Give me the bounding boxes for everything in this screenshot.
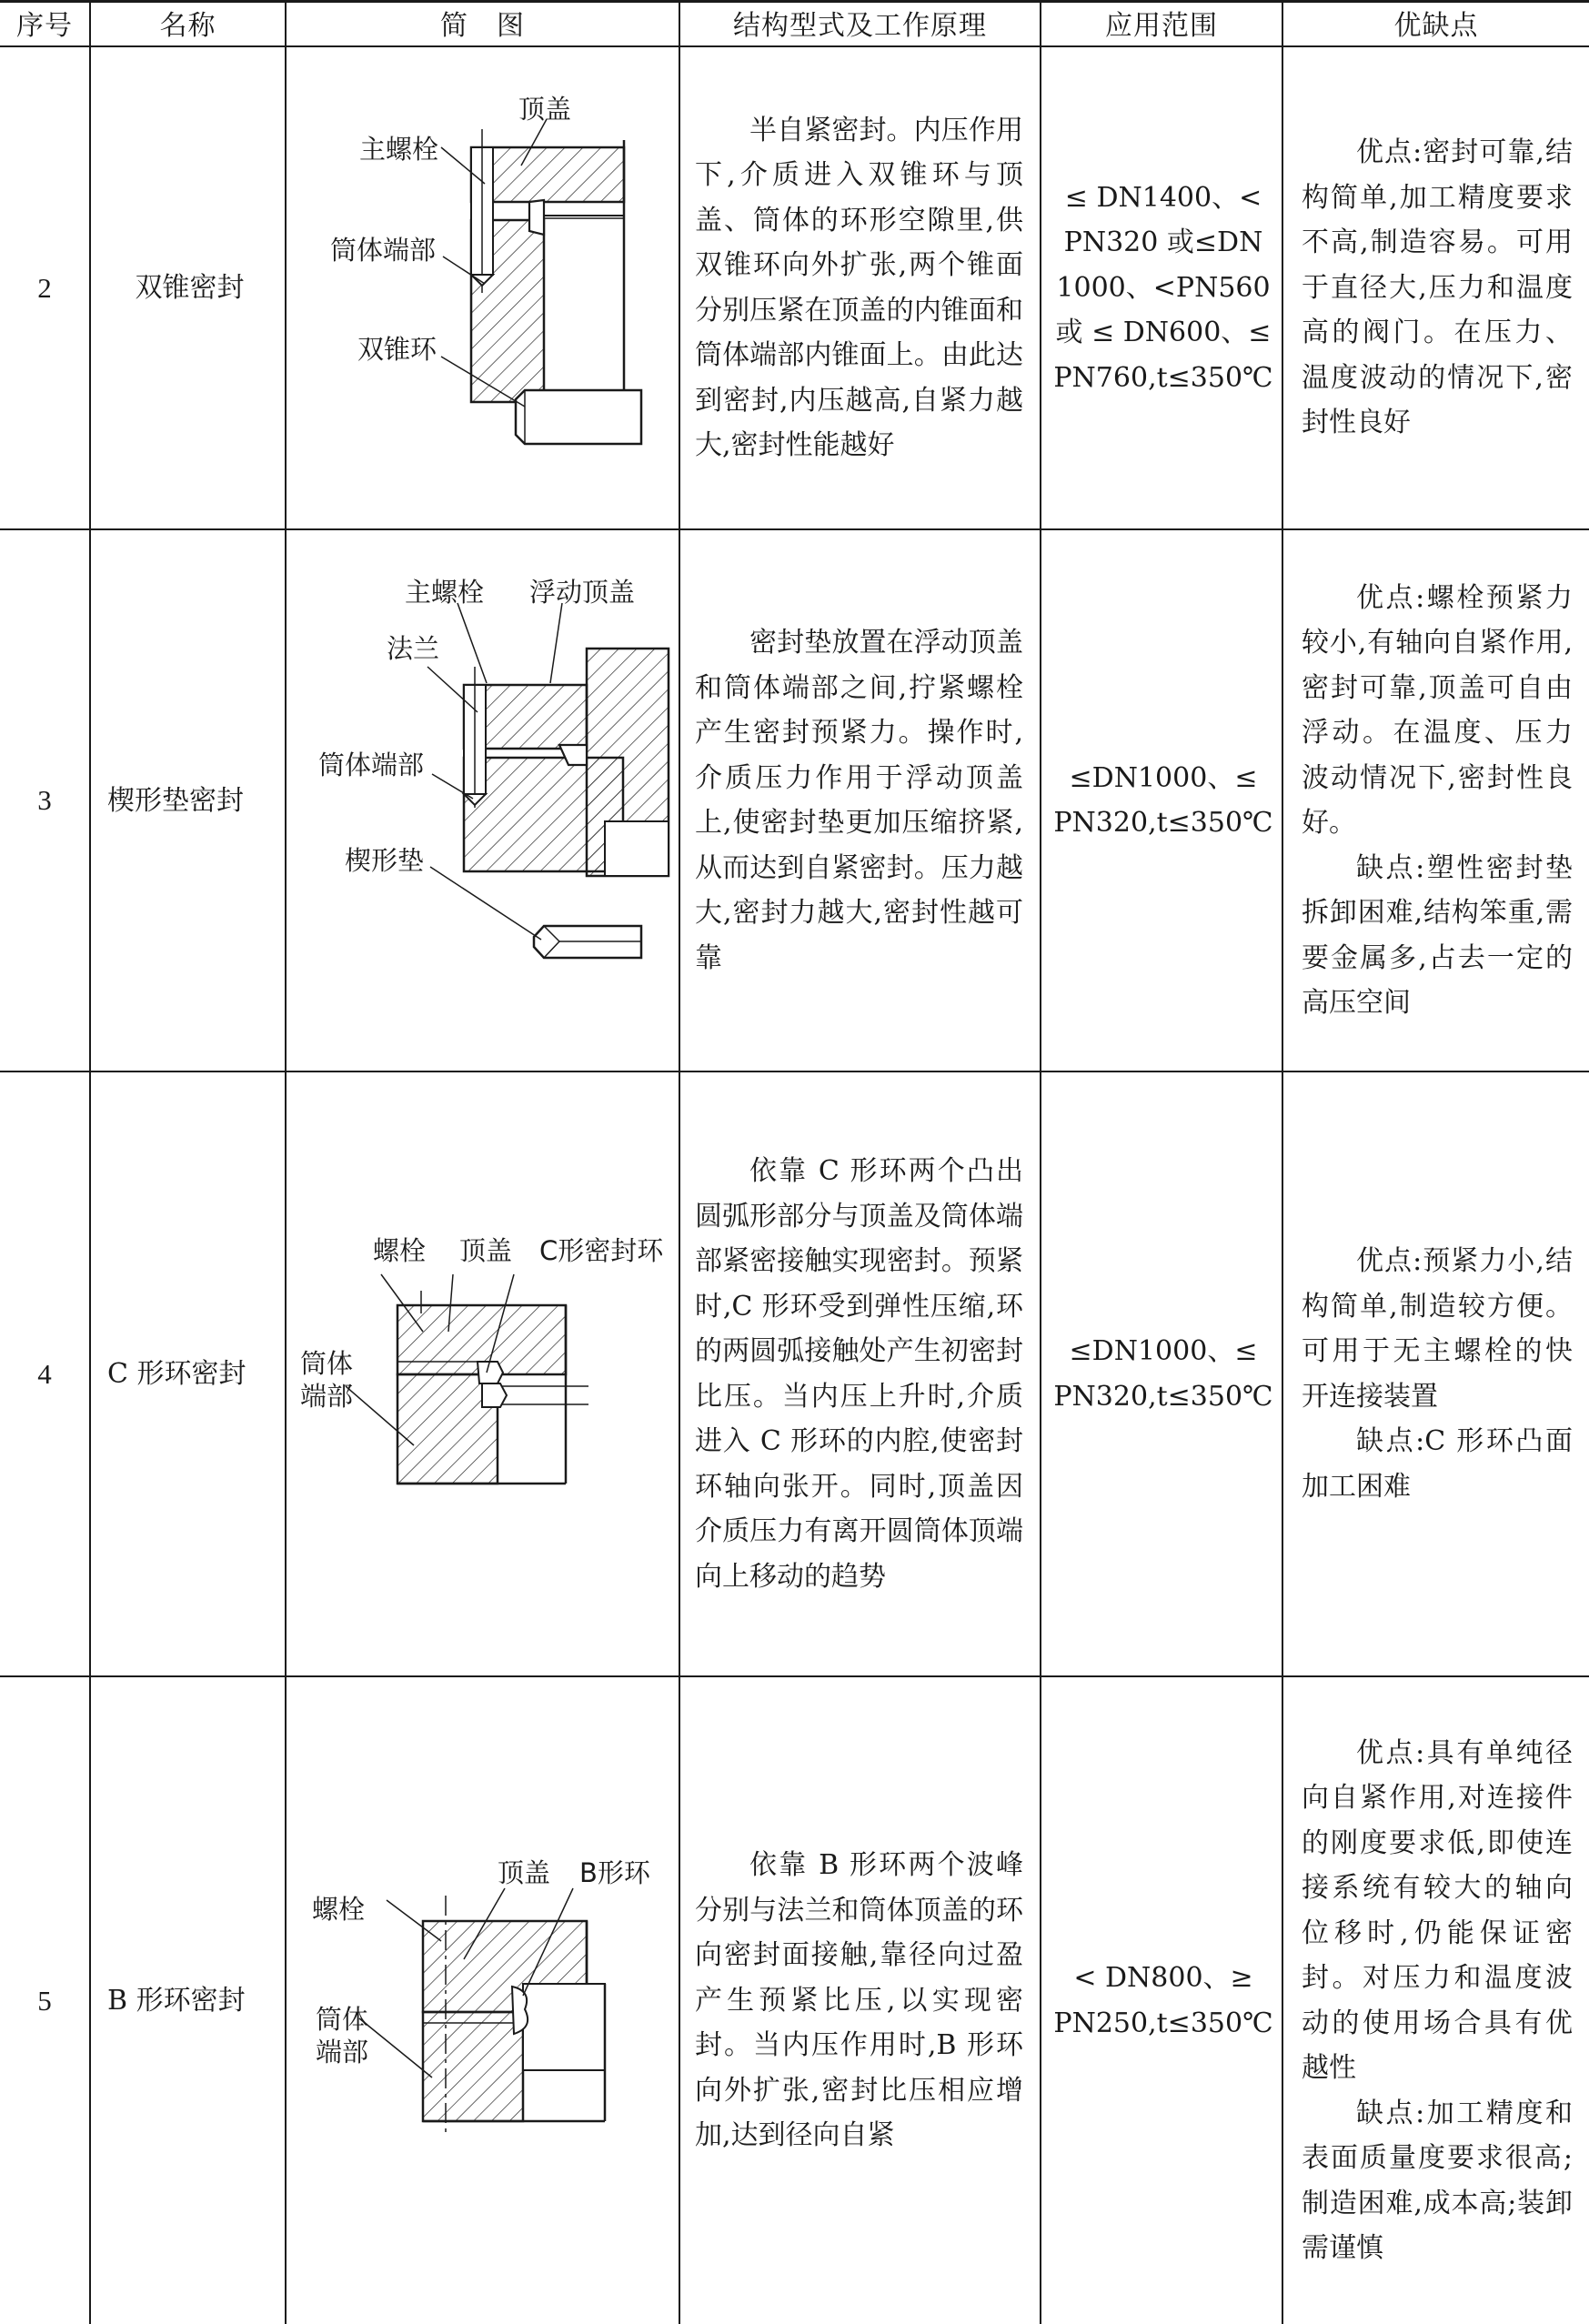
header-diagram: 简 图 bbox=[440, 10, 525, 42]
row-name bbox=[91, 1677, 285, 2324]
cons-text: 缺点:加工精度和表面质量度要求很高;制造困难,成本高;装卸需谨慎 bbox=[1302, 2097, 1573, 2264]
wedge-gasket-seal-diagram bbox=[287, 530, 679, 1071]
c-seal-ring-label: C形密封环 bbox=[539, 1235, 664, 1266]
principle-text: 密封垫放置在浮动顶盖和筒体端部之间,拧紧螺栓产生密封预紧力。操作时,介质压力作用于浮动顶盖上,使密封垫更加压缩挤紧,从而达到自紧密封。压力越大,密封力越大,密封性越可靠 bbox=[695, 627, 1023, 974]
principle-text: 依靠 B 形环两个波峰分别与法兰和筒体顶盖的环向密封面接触,靠径向过盈产生预紧比压,以实现密封。当内压作用时,B 形环向外扩张,密封比压相应增加,达到径向自紧 bbox=[695, 1849, 1023, 2152]
flange-label: 法兰 bbox=[387, 633, 440, 664]
row-name bbox=[91, 47, 285, 528]
range-text: ≤ DN1400、< PN320 或≤DN 1000、<PN560 或 ≤ DN600、≤ PN760,t≤350℃ bbox=[1053, 181, 1273, 394]
row-name-text: B 形环密封 bbox=[107, 1985, 246, 2017]
row-proscons bbox=[1283, 47, 1589, 528]
cons-text: 缺点:塑性密封垫拆卸困难,结构笨重,需要金属多,占去一定的高压空间 bbox=[1302, 851, 1573, 1019]
floating-cover-label: 浮动顶盖 bbox=[529, 577, 636, 608]
cover-label: 顶盖 bbox=[459, 1235, 513, 1266]
b-ring-label: B形环 bbox=[579, 1857, 650, 1888]
row-principle bbox=[680, 530, 1040, 1071]
main-bolt-label: 主螺栓 bbox=[405, 577, 485, 608]
end-label: 端部 bbox=[316, 2037, 369, 2067]
row-range bbox=[1041, 47, 1282, 528]
pros-text: 优点:密封可靠,结构简单,加工精度要求不高,制造容易。可用于直径大,压力和温度高的阀门。在压力、温度波动的情况下,密封性良好 bbox=[1302, 136, 1573, 439]
row-range bbox=[1041, 1072, 1282, 1675]
pros-text: 优点:螺栓预紧力较小,有轴向自紧作用,密封可靠,顶盖可自由浮动。在温度、压力波动情况下,密封性良好。 bbox=[1302, 581, 1573, 839]
main-bolt-label: 主螺栓 bbox=[359, 134, 439, 165]
cylinder-label: 筒体 bbox=[316, 2004, 369, 2035]
pros-text: 优点:预紧力小,结构简单,制造较方便。可用于无主螺栓的快开连接装置 bbox=[1302, 1245, 1573, 1413]
cylinder-label: 筒体 bbox=[300, 1348, 354, 1379]
b-ring-seal-diagram bbox=[287, 1677, 679, 2324]
row-name bbox=[91, 1072, 285, 1675]
principle-text: 半自紧密封。内压作用下,介质进入双锥环与顶盖、筒体的环形空隙里,供双锥环向外扩张,两个锥面分别压紧在顶盖的内锥面和筒体端部内锥面上。由此达到密封,内压越高,自紧力越大,密封性能越好 bbox=[695, 114, 1023, 461]
cover-label: 顶盖 bbox=[498, 1857, 551, 1888]
c-ring-seal-diagram bbox=[287, 1072, 679, 1675]
range-text: ≤DN1000、≤ PN320,t≤350℃ bbox=[1053, 1335, 1273, 1413]
double-cone-ring-label: 双锥环 bbox=[357, 334, 437, 365]
bolt-label: 螺栓 bbox=[312, 1894, 366, 1925]
row-principle bbox=[680, 1072, 1040, 1675]
header-index: 序号 bbox=[16, 10, 73, 42]
row-index: 5 bbox=[37, 1984, 52, 2017]
header-name: 名称 bbox=[159, 10, 216, 42]
header-principle: 结构型式及工作原理 bbox=[733, 10, 987, 42]
row-index: 2 bbox=[37, 271, 52, 304]
row-range bbox=[1041, 530, 1282, 1071]
row-proscons bbox=[1283, 1072, 1589, 1675]
cylinder-end-label: 筒体端部 bbox=[330, 235, 437, 266]
cylinder-end-label: 筒体端部 bbox=[318, 750, 425, 780]
row-index: 3 bbox=[37, 784, 52, 817]
row-principle bbox=[680, 47, 1040, 528]
double-cone-seal-diagram bbox=[287, 47, 679, 528]
cover-label: 顶盖 bbox=[518, 94, 572, 125]
row-name bbox=[91, 530, 285, 1071]
bolt-label: 螺栓 bbox=[373, 1235, 427, 1266]
cons-text: 缺点:C 形环凸面加工困难 bbox=[1302, 1425, 1573, 1503]
row-index: 4 bbox=[37, 1357, 52, 1390]
row-name-text: 双锥密封 bbox=[135, 272, 245, 304]
end-label: 端部 bbox=[300, 1381, 354, 1412]
row-name-text: 楔形垫密封 bbox=[107, 784, 244, 817]
header-range: 应用范围 bbox=[1105, 10, 1218, 42]
wedge-gasket-label: 楔形垫 bbox=[345, 845, 425, 876]
range-text: ≤DN1000、≤ PN320,t≤350℃ bbox=[1053, 761, 1273, 839]
row-principle bbox=[680, 1677, 1040, 2324]
pros-text: 优点:具有单纯径向自紧作用,对连接件的刚度要求低,即使连接系统有较大的轴向位移时,仍能保证密封。对压力和温度波动的使用场合具有优越性 bbox=[1302, 1736, 1573, 2084]
row-range bbox=[1041, 1677, 1282, 2324]
row-name-text: C 形环密封 bbox=[107, 1358, 246, 1390]
row-proscons bbox=[1283, 1677, 1589, 2324]
header-proscons: 优缺点 bbox=[1393, 10, 1479, 42]
row-proscons bbox=[1283, 530, 1589, 1071]
principle-text: 依靠 C 形环两个凸出圆弧形部分与顶盖及筒体端部紧密接触实现密封。预紧时,C 形环受到弹性压缩,环的两圆弧接触处产生初密封比压。当内压上升时,介质进入 C 形环的内腔,使密封环轴向张开。同时,顶盖因介质压力有离开圆筒体顶端向上移动的趋势 bbox=[695, 1155, 1023, 1593]
range-text: < DN800、≥ PN250,t≤350℃ bbox=[1053, 1962, 1273, 2039]
